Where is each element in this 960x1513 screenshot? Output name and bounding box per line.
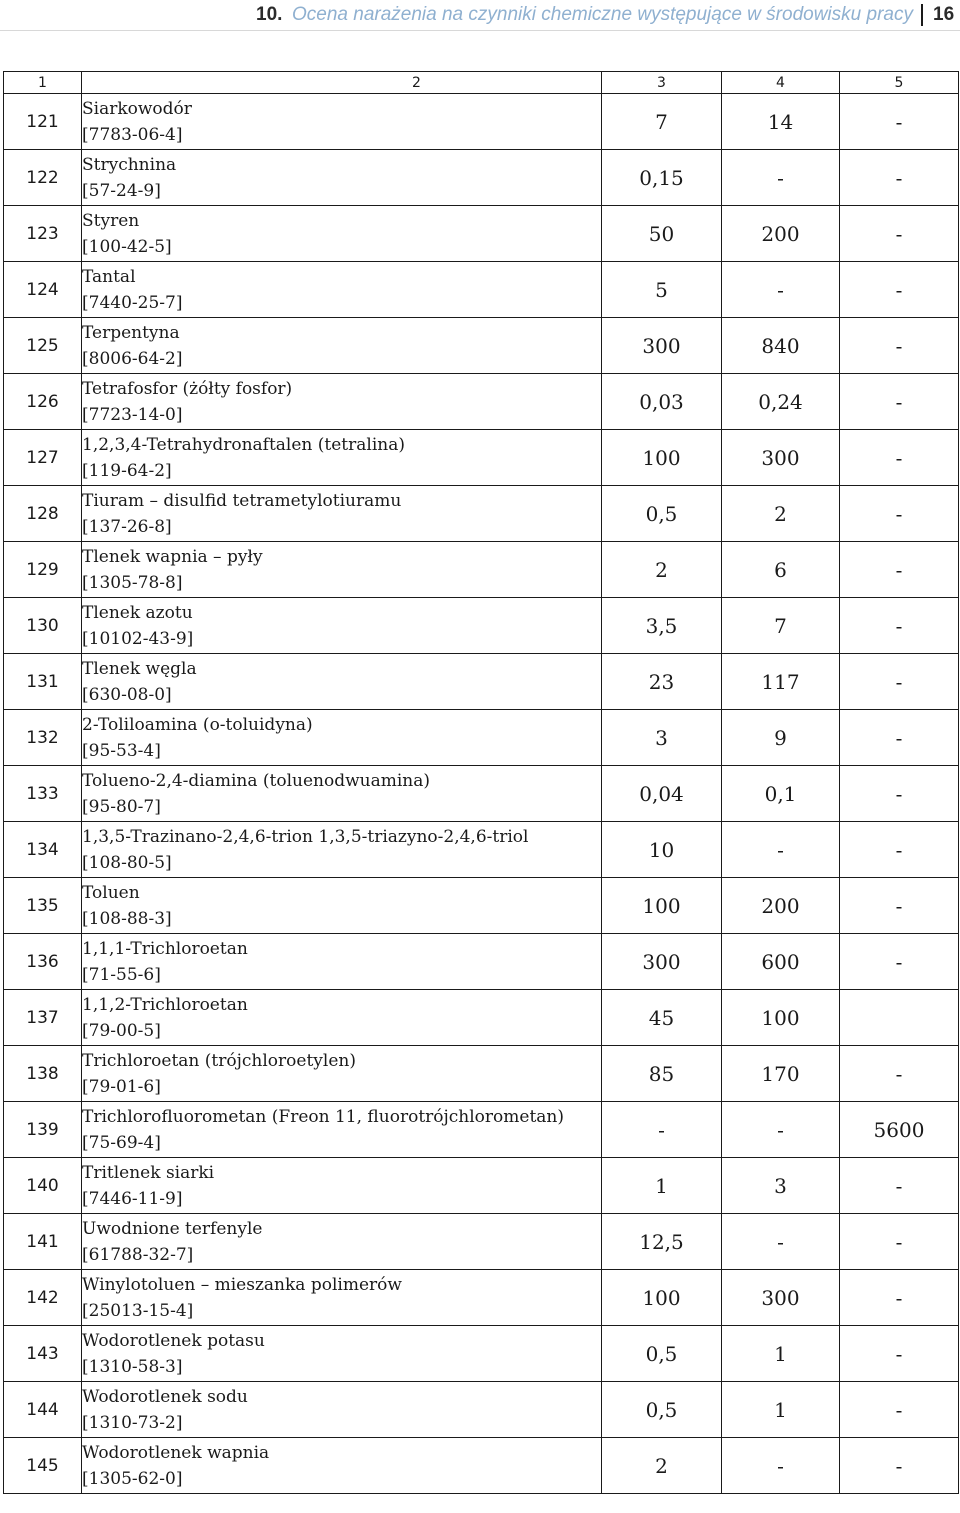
substance-name: Siarkowodór (82, 98, 192, 119)
row-number: 125 (4, 318, 82, 374)
row-number: 136 (4, 934, 82, 990)
table-row (4, 1046, 959, 1102)
table-row (4, 990, 959, 1046)
table-row (4, 1270, 959, 1326)
header-rule (0, 30, 960, 31)
cas-number: [1310-73-2] (82, 1412, 183, 1433)
value-col3: 0,03 (602, 374, 722, 430)
value-col4: 1 (722, 1326, 840, 1382)
value-col3: 5 (602, 262, 722, 318)
value-col3: 100 (602, 1270, 722, 1326)
value-col5: - (840, 934, 959, 990)
value-col5: - (840, 374, 959, 430)
cas-number: [95-53-4] (82, 740, 161, 761)
value-col4: 2 (722, 486, 840, 542)
value-col4: 170 (722, 1046, 840, 1102)
substance-cell (82, 206, 602, 262)
table-row (4, 374, 959, 430)
value-col5: - (840, 766, 959, 822)
substance-name: Tritlenek siarki (82, 1162, 215, 1183)
substance-name: Tlenek wapnia – pyły (82, 546, 263, 567)
value-col4: - (722, 1438, 840, 1494)
cas-number: [95-80-7] (82, 796, 161, 817)
value-col4: 1 (722, 1382, 840, 1438)
value-col3: 100 (602, 430, 722, 486)
cas-number: [7783-06-4] (82, 124, 183, 145)
row-number: 122 (4, 150, 82, 206)
value-col4: - (722, 262, 840, 318)
table-row (4, 262, 959, 318)
value-col5: - (840, 1214, 959, 1270)
column-number: 5 (840, 72, 959, 94)
value-col3: 100 (602, 878, 722, 934)
substances-table (3, 71, 959, 1494)
substance-cell (82, 1214, 602, 1270)
column-number: 4 (722, 72, 840, 94)
value-col4: 840 (722, 318, 840, 374)
value-col5: - (840, 1438, 959, 1494)
cas-number: [79-00-5] (82, 1020, 161, 1041)
cas-number: [79-01-6] (82, 1076, 161, 1097)
cas-number: [1310-58-3] (82, 1356, 183, 1377)
row-number: 139 (4, 1102, 82, 1158)
value-col4: 6 (722, 542, 840, 598)
cas-number: [57-24-9] (82, 180, 161, 201)
value-col4: 117 (722, 654, 840, 710)
table-row (4, 206, 959, 262)
row-number: 123 (4, 206, 82, 262)
substance-name: 1,2,3,4-Tetrahydronaftalen (tetralina) (82, 434, 405, 455)
value-col4: 14 (722, 94, 840, 150)
column-number: 3 (602, 72, 722, 94)
row-number: 141 (4, 1214, 82, 1270)
column-number: 2 (82, 72, 602, 94)
value-col3: 12,5 (602, 1214, 722, 1270)
value-col4: 300 (722, 430, 840, 486)
substance-name: 1,1,2-Trichloroetan (82, 994, 248, 1015)
row-number: 126 (4, 374, 82, 430)
value-col5: - (840, 878, 959, 934)
substance-name: Tlenek węgla (82, 658, 197, 679)
substance-name: Toluen (82, 882, 140, 903)
value-col5: - (840, 150, 959, 206)
table-row (4, 878, 959, 934)
value-col4: - (722, 1214, 840, 1270)
value-col4: 0,1 (722, 766, 840, 822)
row-number: 133 (4, 766, 82, 822)
cas-number: [25013-15-4] (82, 1300, 194, 1321)
row-number: 127 (4, 430, 82, 486)
value-col4: 0,24 (722, 374, 840, 430)
header-separator (921, 4, 923, 26)
table-row (4, 318, 959, 374)
value-col3: 50 (602, 206, 722, 262)
table-row (4, 1382, 959, 1438)
row-number: 124 (4, 262, 82, 318)
substance-cell (82, 598, 602, 654)
substance-cell (82, 374, 602, 430)
value-col5: - (840, 1270, 959, 1326)
value-col3: 1 (602, 1158, 722, 1214)
value-col4: 300 (722, 1270, 840, 1326)
substance-cell (82, 94, 602, 150)
table-row (4, 486, 959, 542)
value-col5: - (840, 1382, 959, 1438)
row-number: 132 (4, 710, 82, 766)
value-col4: 200 (722, 206, 840, 262)
value-col3: 300 (602, 318, 722, 374)
cas-number: [7440-25-7] (82, 292, 183, 313)
value-col4: 3 (722, 1158, 840, 1214)
cas-number: [75-69-4] (82, 1132, 161, 1153)
value-col3: 0,5 (602, 486, 722, 542)
row-number: 144 (4, 1382, 82, 1438)
value-col3: 3,5 (602, 598, 722, 654)
substance-name: 1,3,5-Trazinano-2,4,6-trion 1,3,5-triazyno-2,4,6-triol (82, 826, 529, 847)
substance-cell (82, 710, 602, 766)
table-row (4, 430, 959, 486)
substance-cell (82, 486, 602, 542)
substance-cell (82, 430, 602, 486)
column-number-row (4, 72, 959, 94)
value-col4: - (722, 150, 840, 206)
value-col5: - (840, 822, 959, 878)
value-col5: - (840, 94, 959, 150)
substance-name: Tantal (82, 266, 136, 287)
table-row (4, 542, 959, 598)
table-row (4, 1102, 959, 1158)
substance-name: 1,1,1-Trichloroetan (82, 938, 248, 959)
substance-cell (82, 1046, 602, 1102)
substance-name: Tiuram – disulfid tetrametylotiuramu (82, 490, 402, 511)
value-col3: 0,5 (602, 1326, 722, 1382)
value-col5: - (840, 206, 959, 262)
table-row (4, 598, 959, 654)
page-number: 16 (933, 4, 955, 25)
cas-number: [7723-14-0] (82, 404, 183, 425)
row-number: 143 (4, 1326, 82, 1382)
column-number: 1 (4, 72, 82, 94)
substance-name: Wodorotlenek sodu (82, 1386, 248, 1407)
cas-number: [1305-62-0] (82, 1468, 183, 1489)
substance-cell (82, 878, 602, 934)
substance-cell (82, 990, 602, 1046)
value-col5: - (840, 318, 959, 374)
value-col5: - (840, 598, 959, 654)
value-col5: - (840, 430, 959, 486)
substance-name: Tlenek azotu (82, 602, 193, 623)
table-row (4, 654, 959, 710)
substance-name: Tetrafosfor (żółty fosfor) (82, 378, 293, 399)
substance-name: Winylotoluen – mieszanka polimerów (82, 1274, 402, 1295)
substance-cell (82, 542, 602, 598)
table-row (4, 94, 959, 150)
substance-cell (82, 318, 602, 374)
substance-cell (82, 1326, 602, 1382)
substance-name: Tolueno-2,4-diamina (toluenodwuamina) (82, 770, 431, 791)
cas-number: [630-08-0] (82, 684, 172, 705)
value-col4: 200 (722, 878, 840, 934)
substance-name: Trichlorofluorometan (Freon 11, fluorotrójchlorometan) (82, 1106, 565, 1127)
substance-cell (82, 654, 602, 710)
table-row (4, 1158, 959, 1214)
page-header (0, 0, 960, 30)
value-col5: - (840, 1046, 959, 1102)
value-col3: 2 (602, 542, 722, 598)
substance-cell (82, 150, 602, 206)
row-number: 129 (4, 542, 82, 598)
substance-cell (82, 1438, 602, 1494)
substance-cell (82, 822, 602, 878)
value-col3: 45 (602, 990, 722, 1046)
value-col5: - (840, 710, 959, 766)
value-col5: - (840, 542, 959, 598)
value-col5: - (840, 486, 959, 542)
substance-cell (82, 934, 602, 990)
substance-name: Uwodnione terfenyle (82, 1218, 263, 1239)
row-number: 128 (4, 486, 82, 542)
substance-cell (82, 1158, 602, 1214)
row-number: 138 (4, 1046, 82, 1102)
table-row (4, 150, 959, 206)
value-col5: 5600 (840, 1102, 959, 1158)
substance-cell (82, 1102, 602, 1158)
value-col4: - (722, 1102, 840, 1158)
row-number: 137 (4, 990, 82, 1046)
row-number: 121 (4, 94, 82, 150)
table-row (4, 1438, 959, 1494)
row-number: 135 (4, 878, 82, 934)
table-row (4, 1326, 959, 1382)
value-col3: 7 (602, 94, 722, 150)
row-number: 142 (4, 1270, 82, 1326)
value-col3: 85 (602, 1046, 722, 1102)
cas-number: [108-88-3] (82, 908, 172, 929)
table-row (4, 1214, 959, 1270)
table-row (4, 934, 959, 990)
value-col3: 23 (602, 654, 722, 710)
value-col4: - (722, 822, 840, 878)
substance-name: Styren (82, 210, 140, 231)
row-number: 134 (4, 822, 82, 878)
cas-number: [108-80-5] (82, 852, 172, 873)
value-col5 (840, 990, 959, 1046)
cas-number: [100-42-5] (82, 236, 172, 257)
chapter-number: 10. (256, 4, 283, 25)
cas-number: [61788-32-7] (82, 1244, 194, 1265)
cas-number: [71-55-6] (82, 964, 161, 985)
cas-number: [119-64-2] (82, 460, 172, 481)
value-col4: 9 (722, 710, 840, 766)
row-number: 131 (4, 654, 82, 710)
substance-cell (82, 1270, 602, 1326)
table-row (4, 822, 959, 878)
substance-name: Terpentyna (82, 322, 180, 343)
value-col3: 0,5 (602, 1382, 722, 1438)
cas-number: [7446-11-9] (82, 1188, 183, 1209)
value-col5: - (840, 1158, 959, 1214)
cas-number: [8006-64-2] (82, 348, 183, 369)
value-col5: - (840, 1326, 959, 1382)
substance-name: Trichloroetan (trójchloroetylen) (82, 1050, 356, 1071)
cas-number: [1305-78-8] (82, 572, 183, 593)
value-col5: - (840, 262, 959, 318)
row-number: 130 (4, 598, 82, 654)
substance-name: 2-Toliloamina (o-toluidyna) (82, 714, 313, 735)
table-row (4, 710, 959, 766)
value-col3: - (602, 1102, 722, 1158)
row-number: 145 (4, 1438, 82, 1494)
substance-name: Wodorotlenek wapnia (82, 1442, 270, 1463)
value-col3: 300 (602, 934, 722, 990)
substance-cell (82, 766, 602, 822)
substance-name: Wodorotlenek potasu (82, 1330, 265, 1351)
substance-name: Strychnina (82, 154, 177, 175)
value-col4: 7 (722, 598, 840, 654)
cas-number: [10102-43-9] (82, 628, 194, 649)
value-col3: 2 (602, 1438, 722, 1494)
substance-cell (82, 262, 602, 318)
value-col4: 600 (722, 934, 840, 990)
cas-number: [137-26-8] (82, 516, 172, 537)
table-row (4, 766, 959, 822)
row-number: 140 (4, 1158, 82, 1214)
value-col3: 3 (602, 710, 722, 766)
chapter-title: Ocena narażenia na czynniki chemiczne występujące w środowisku pracy (292, 4, 913, 25)
value-col3: 0,04 (602, 766, 722, 822)
value-col5: - (840, 654, 959, 710)
value-col3: 10 (602, 822, 722, 878)
substance-cell (82, 1382, 602, 1438)
value-col4: 100 (722, 990, 840, 1046)
value-col3: 0,15 (602, 150, 722, 206)
